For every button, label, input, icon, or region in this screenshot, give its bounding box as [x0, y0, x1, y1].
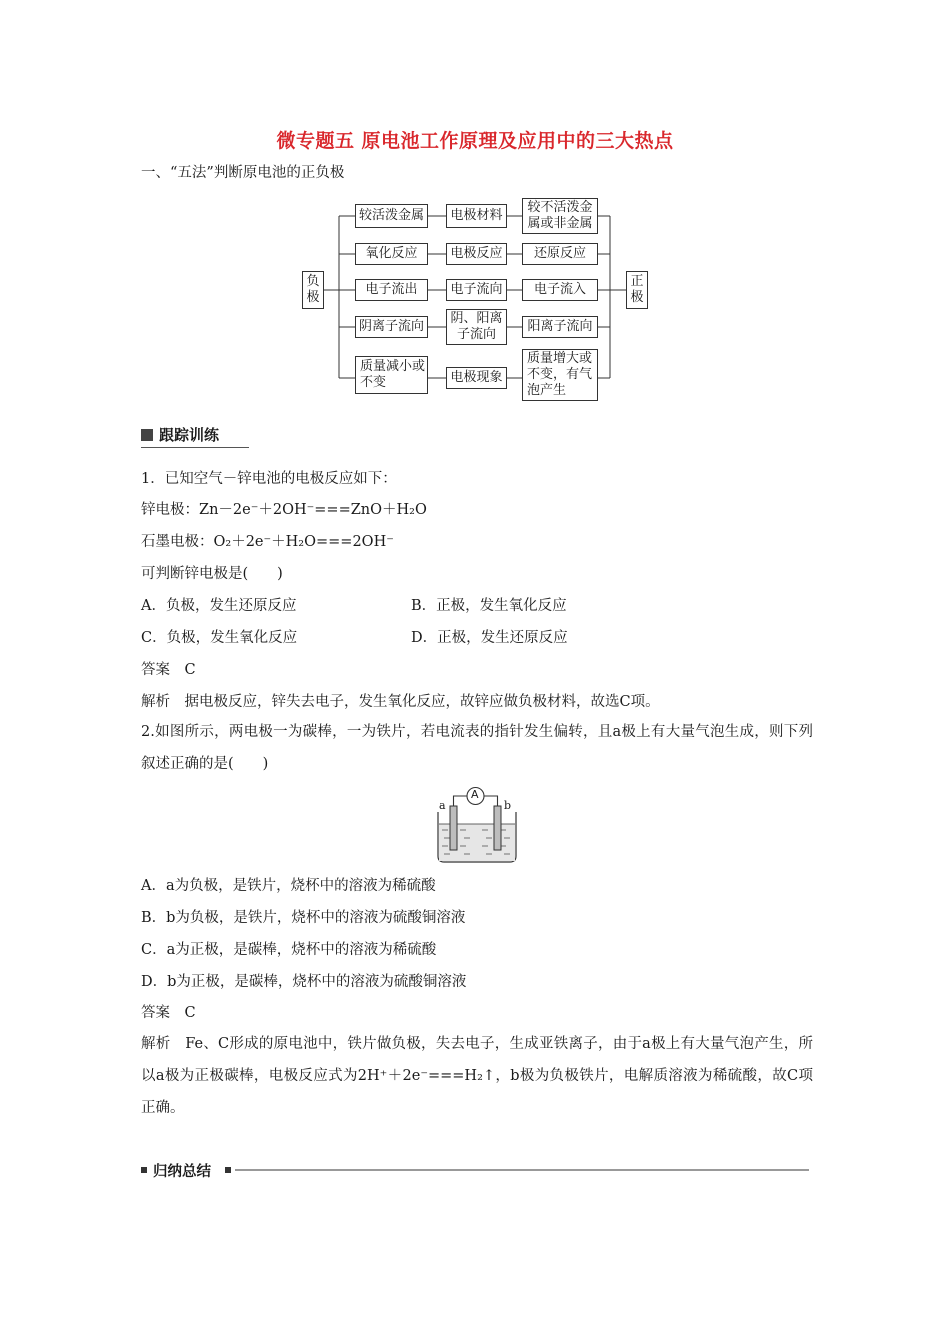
row1-right-box: 较不活泼金 属或非金属 [522, 198, 598, 234]
q2-option-c: C．a为正极，是碳棒，烧杯中的溶液为稀硫酸 [141, 942, 437, 958]
galvanic-cell-svg [430, 784, 530, 864]
summary-left-square-icon [141, 1167, 147, 1173]
negative-pole-box: 负 极 [302, 271, 324, 309]
q1-ask: 可判断锌电极是( ) [141, 566, 283, 582]
row4-left-box: 阴离子流向 [355, 316, 428, 338]
summary-rule [235, 1169, 809, 1171]
practice-heading-text: 跟踪训练 [159, 426, 220, 444]
row3-mid-box: 电子流向 [446, 279, 507, 301]
row4-right-box: 阳离子流向 [522, 316, 598, 338]
electrode-a-label: a [439, 799, 446, 812]
q1-option-c: C．负极，发生氧化反应 [141, 630, 298, 646]
q2-stem: 2.如图所示，两电极一为碳棒，一为铁片，若电流表的指针发生偏转，且a极上有大量气泡生成，则下列叙述正确的是( ) [141, 724, 813, 772]
q2-option-a: A．a为负极，是铁片，烧杯中的溶液为稀硫酸 [141, 878, 436, 894]
row5-right-box: 质量增大或 不变，有气 泡产生 [522, 349, 598, 401]
q1-analysis: 解析 据电极反应，锌失去电子，发生氧化反应，故锌应做负极材料，故选C项。 [141, 694, 660, 710]
positive-pole-box: 正 极 [626, 271, 648, 309]
q1-graphite-eq: O₂＋2e⁻＋H₂O===2OH⁻ [213, 534, 394, 550]
q2-analysis: 解析 Fe、C形成的原电池中，铁片做负极，失去电子，生成亚铁离子，由于a极上有大量气泡产生，所以a极为正极碳棒，电极反应式为2H⁺＋2e⁻===H₂↑，b极为负极铁片，电解质溶液为稀硫酸，故C项正确。 [141, 1036, 813, 1116]
row3-right-box: 电子流入 [522, 279, 598, 301]
summary-right-square-icon [225, 1167, 231, 1173]
q2-answer: 答案 C [141, 1005, 196, 1021]
q1-zinc-eq: Zn－2e⁻＋2OH⁻===ZnO＋H₂O [199, 502, 427, 518]
row1-left-box: 较活泼金属 [355, 204, 428, 228]
row4-mid-box: 阴、阳离 子流向 [446, 309, 507, 345]
electrode-b-label: b [504, 799, 512, 812]
section-underline [141, 447, 249, 448]
row2-left-box: 氧化反应 [355, 243, 428, 265]
q1-graphite-label: 石墨电极： [141, 534, 214, 550]
row5-left-box: 质量减小或 不变 [355, 356, 428, 394]
row1-mid-box: 电极材料 [446, 204, 507, 228]
row2-mid-box: 电极反应 [446, 243, 507, 265]
galvanic-cell-figure [430, 784, 530, 864]
q1-option-b: B．正极，发生氧化反应 [411, 598, 567, 614]
page-title: 微专题五 原电池工作原理及应用中的三大热点 [276, 130, 674, 152]
q1-stem: 1．已知空气－锌电池的电极反应如下： [141, 471, 397, 487]
row2-right-box: 还原反应 [522, 243, 598, 265]
q2-option-d: D．b为正极，是碳棒，烧杯中的溶液为硫酸铜溶液 [141, 974, 467, 990]
section-square-icon [141, 429, 153, 441]
q1-graphite-equation [141, 532, 394, 552]
q1-zinc-equation [141, 500, 427, 520]
q1-answer: 答案 C [141, 662, 196, 678]
summary-heading: 归纳总结 [153, 1164, 211, 1180]
q1-zinc-label: 锌电极： [141, 502, 199, 518]
q1-option-d: D．正极，发生还原反应 [411, 630, 568, 646]
row5-mid-box: 电极现象 [446, 367, 507, 389]
q1-option-a: A．负极，发生还原反应 [141, 598, 297, 614]
summary-heading-bar [141, 1160, 809, 1180]
section-heading: 一、“五法”判断原电池的正负极 [141, 165, 345, 181]
q2-option-b: B．b为负极，是铁片，烧杯中的溶液为硫酸铜溶液 [141, 910, 466, 926]
row3-left-box: 电子流出 [355, 279, 428, 301]
ammeter-label: A [471, 788, 479, 801]
